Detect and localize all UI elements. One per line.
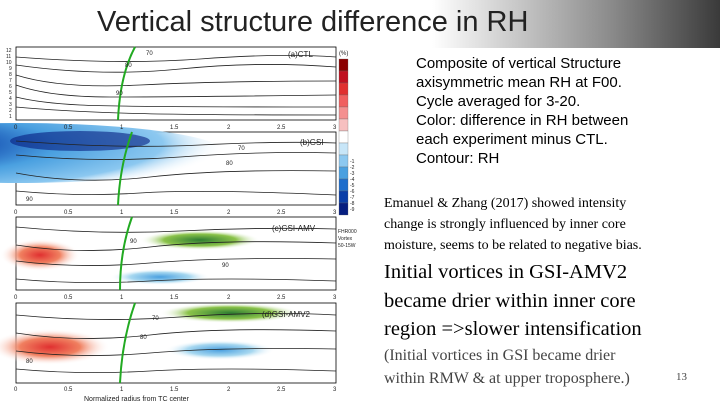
- x-ticks-c: [14, 295, 337, 301]
- x-tick-label: 2.5: [277, 387, 286, 393]
- y-tick-label: 5: [9, 90, 12, 96]
- contour-label: 90: [26, 197, 33, 203]
- panel-c: [0, 217, 336, 290]
- panel-d-label: (d)GSI-AMV2: [262, 310, 311, 319]
- y-tick-label: 1: [9, 114, 12, 120]
- description-line: Contour: RH: [416, 150, 500, 167]
- x-tick-label: 2: [227, 125, 231, 131]
- y-tick-label: 6: [9, 84, 12, 90]
- panel-b-label: (b)GSI: [300, 138, 324, 147]
- y-tick-label: 11: [6, 54, 12, 60]
- colorbar-tick: -3: [350, 171, 355, 177]
- colorbar-tick: -8: [350, 201, 355, 207]
- page-number: 13: [676, 371, 687, 383]
- colorbar-tick: -5: [350, 183, 355, 189]
- x-ticks-d: [14, 387, 337, 393]
- colorbar-tick: -9: [350, 207, 355, 213]
- main-point: [384, 258, 718, 344]
- reference-line: change is strongly influenced by inner core: [384, 217, 626, 232]
- main-point-line: Initial vortices in GSI-AMV2: [384, 261, 628, 283]
- x-tick-label: 1.5: [170, 210, 179, 216]
- colorbar-cell: [339, 119, 348, 131]
- contour-label: 80: [125, 63, 132, 69]
- parenthetical-note: [384, 344, 718, 390]
- x-tick-label: 3: [333, 295, 337, 301]
- colorbar-cell: [339, 71, 348, 83]
- colorbar: [338, 51, 357, 249]
- colorbar-cell: [339, 143, 348, 155]
- x-tick-label: 1: [120, 295, 124, 301]
- contour-label: 70: [238, 146, 245, 152]
- x-tick-label: 2: [227, 295, 231, 301]
- colorbar-cell: [339, 131, 348, 143]
- contour-label: 90: [222, 263, 229, 269]
- colorbar-cell: [339, 59, 348, 71]
- panel-d: [0, 303, 336, 383]
- colorbar-cell: [339, 95, 348, 107]
- colorbar-label: (%): [339, 51, 349, 57]
- description-line: Color: difference in RH between: [416, 112, 629, 129]
- colorbar-tick: -4: [350, 177, 355, 183]
- panel-b: [0, 123, 336, 205]
- contour-label: 80: [226, 161, 233, 167]
- x-tick-label: 0.5: [64, 295, 73, 301]
- y-tick-label: 7: [9, 78, 12, 84]
- panel-a-label: (a)CTL: [288, 50, 313, 59]
- x-axis-label: Normalized radius from TC center: [84, 396, 189, 403]
- note-line: within RMW & at upper troposphere.): [384, 370, 630, 387]
- x-tick-label: 2.5: [277, 125, 286, 131]
- contour-label: 80: [26, 359, 33, 365]
- description-line: Cycle averaged for 3-20.: [416, 93, 581, 110]
- description: [416, 54, 712, 168]
- description-line: each experiment minus CTL.: [416, 131, 608, 148]
- x-tick-label: 1.5: [170, 125, 179, 131]
- x-tick-label: 1.5: [170, 295, 179, 301]
- colorbar-cell: [339, 191, 348, 203]
- x-tick-label: 2: [227, 387, 231, 393]
- reference-line: moisture, seems to be related to negative bias.: [384, 238, 642, 253]
- contour-label: 70: [152, 316, 159, 322]
- colorbar-cell: [339, 203, 348, 215]
- panel-a: [16, 47, 336, 120]
- y-tick-label: 12: [6, 48, 12, 54]
- x-tick-label: 2.5: [277, 210, 286, 216]
- note-line: (Initial vortices in GSI became drier: [384, 347, 616, 364]
- contour-label: 90: [130, 239, 137, 245]
- x-tick-label: 3: [333, 210, 337, 216]
- colorbar-cell: [339, 155, 348, 167]
- legend-line: 50-15W: [338, 243, 356, 249]
- y-tick-label: 2: [9, 108, 12, 114]
- x-tick-label: 2: [227, 210, 231, 216]
- legend-line: FHR000: [338, 229, 357, 235]
- x-tick-label: 0: [14, 210, 18, 216]
- main-point-line: became drier within inner core: [384, 289, 636, 312]
- x-tick-label: 1.5: [170, 387, 179, 393]
- reference-note: [384, 193, 716, 256]
- colorbar-cell: [339, 167, 348, 179]
- x-tick-label: 0.5: [64, 210, 73, 216]
- x-tick-label: 1: [120, 387, 124, 393]
- y-tick-label: 4: [9, 96, 12, 102]
- contour-label: 90: [116, 91, 123, 97]
- x-tick-label: 0: [14, 125, 18, 131]
- slide-title: Vertical structure difference in RH: [97, 6, 529, 38]
- panel-c-label: (c)GSI-AMV: [272, 224, 316, 233]
- contour-label: 80: [140, 335, 147, 341]
- x-tick-label: 0.5: [64, 125, 73, 131]
- colorbar-tick: -2: [350, 165, 355, 171]
- colorbar-tick: -6: [350, 189, 355, 195]
- legend-line: Vortex: [338, 236, 353, 242]
- description-line: Composite of vertical Structure: [416, 55, 622, 72]
- y-tick-label: 3: [9, 102, 12, 108]
- main-point-line: region =>slower intensification: [384, 318, 642, 340]
- x-ticks-b: [14, 210, 337, 216]
- colorbar-cells: [339, 59, 348, 215]
- x-tick-label: 3: [333, 125, 337, 131]
- colorbar-cell: [339, 83, 348, 95]
- x-tick-label: 0: [14, 387, 18, 393]
- x-tick-label: 1: [120, 125, 124, 131]
- x-tick-label: 1: [120, 210, 124, 216]
- description-line: axisymmetric mean RH at F00.: [416, 74, 622, 91]
- colorbar-tick: -1: [350, 159, 355, 165]
- contour-label: 70: [146, 51, 153, 57]
- colorbar-cell: [339, 179, 348, 191]
- x-tick-label: 0: [14, 295, 18, 301]
- x-tick-label: 2.5: [277, 295, 286, 301]
- colorbar-tick: -7: [350, 195, 355, 201]
- y-ticks-a: [6, 48, 12, 120]
- y-tick-label: 10: [6, 60, 12, 66]
- y-tick-label: 8: [9, 72, 12, 78]
- y-tick-label: 9: [9, 66, 12, 72]
- x-tick-label: 0.5: [64, 387, 73, 393]
- reference-line: Emanuel & Zhang (2017) showed intensity: [384, 196, 627, 211]
- rh-figure: [0, 45, 372, 405]
- x-tick-label: 3: [333, 387, 337, 393]
- colorbar-cell: [339, 107, 348, 119]
